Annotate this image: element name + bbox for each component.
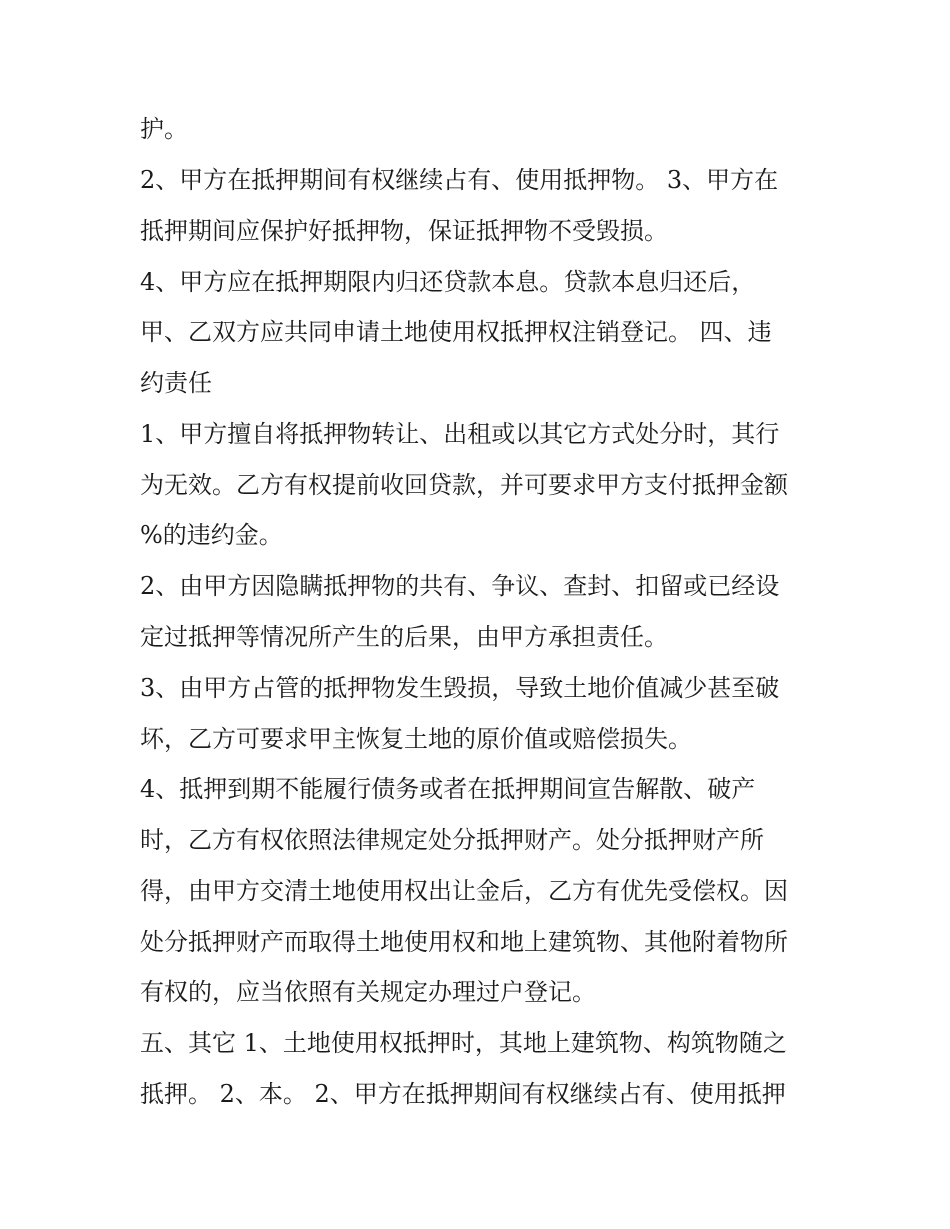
text-line: 定过抵押等情况所产生的后果，由甲方承担责任。 — [140, 623, 668, 651]
text-line: 4、甲方应在抵押期限内归还贷款本息。贷款本息归还后， — [140, 268, 756, 296]
text-line: 4、抵押到期不能履行债务或者在抵押期间宣告解散、破产 — [140, 775, 756, 803]
text-line: 为无效。乙方有权提前收回贷款，并可要求甲方支付抵押金额 — [140, 471, 788, 499]
text-line: 甲、乙双方应共同申请土地使用权抵押权注销登记。 四、违 — [140, 318, 772, 346]
text-line: 1、甲方擅自将抵押物转让、出租或以其它方式处分时，其行 — [140, 420, 780, 448]
text-line: 抵押。 2、本。 2、甲方在抵押期间有权继续占有、使用抵押 — [140, 1080, 786, 1108]
text-line: 坏，乙方可要求甲主恢复土地的原价值或赔偿损失。 — [140, 725, 692, 753]
text-line: 得，由甲方交清土地使用权出让金后，乙方有优先受偿权。因 — [140, 877, 788, 905]
text-line: 2、甲方在抵押期间有权继续占有、使用抵押物。 3、甲方在 — [140, 166, 779, 194]
text-line: 处分抵押财产而取得土地使用权和地上建筑物、其他附着物所 — [140, 928, 788, 956]
text-line: 有权的，应当依照有关规定办理过户登记。 — [140, 978, 596, 1006]
text-line: 3、由甲方占管的抵押物发生毁损，导致土地价值减少甚至破 — [140, 674, 780, 702]
text-line: %的违约金。 — [140, 521, 283, 549]
text-line: 约责任 — [140, 369, 212, 397]
text-line: 时，乙方有权依照法律规定处分抵押财产。处分抵押财产所 — [140, 826, 764, 854]
text-line: 2、由甲方因隐瞒抵押物的共有、争议、查封、扣留或已经设 — [140, 572, 780, 600]
text-line: 护。 — [140, 115, 188, 143]
text-line: 抵押期间应保护好抵押物，保证抵押物不受毁损。 — [140, 217, 668, 245]
text-line: 五、其它 1、土地使用权抵押时，其地上建筑物、构筑物随之 — [140, 1029, 787, 1057]
